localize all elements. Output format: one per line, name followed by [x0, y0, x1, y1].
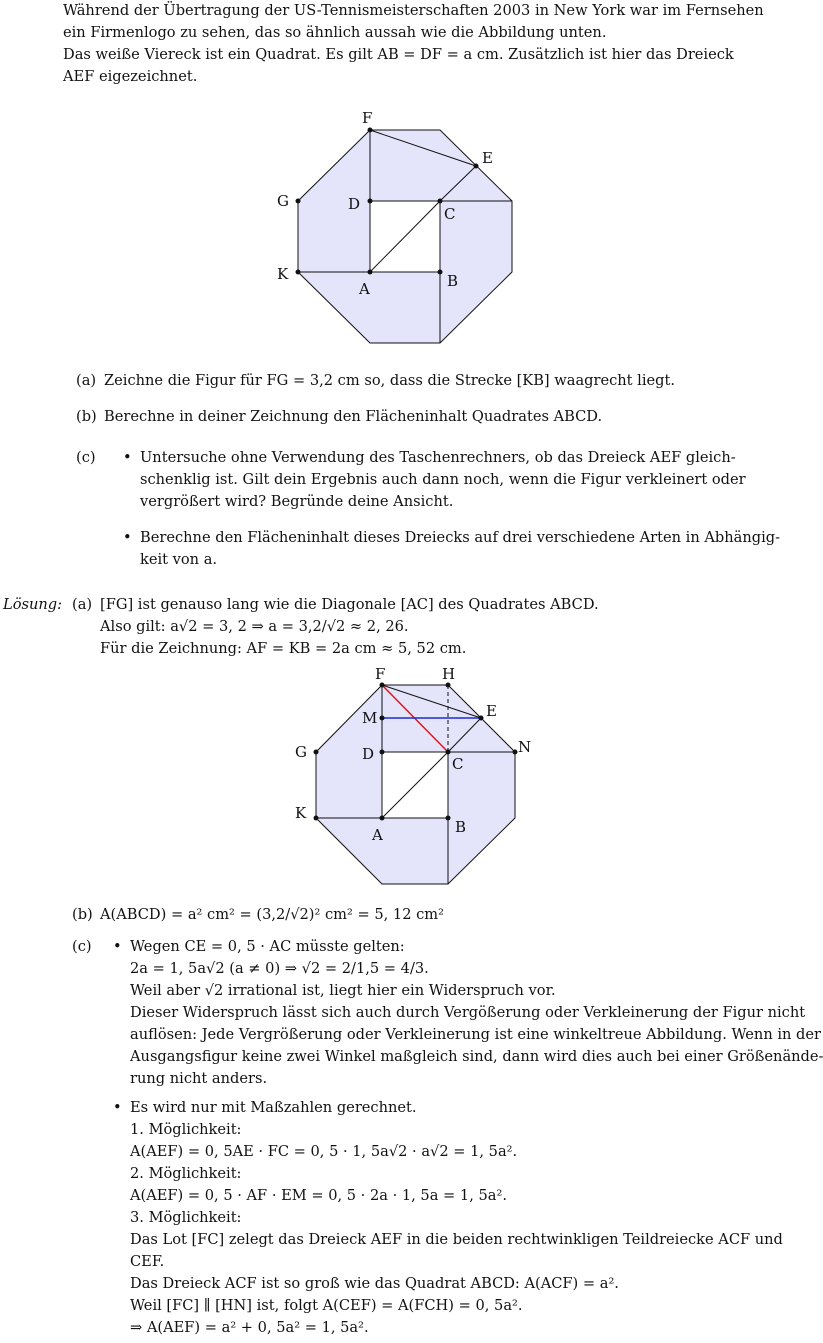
- task-c-bullet-1: • Untersuche ohne Verwendung des Taschenrechners, ob das Dreieck AEF gleich- schenklig ist. Gilt dein Ergebnis auch dann noch, wenn die Figur verkleinert oder vergrößert wird? Begründe deine Ansicht.: [140, 447, 733, 513]
- label-f: F: [362, 109, 373, 127]
- label-c: C: [444, 205, 456, 223]
- task-c-bullet-2: • Berechne den Flächeninhalt dieses Dreiecks auf drei verschiedene Arten in Abhängig- keit von a.: [140, 527, 733, 571]
- label-h-2: H: [442, 665, 456, 683]
- label-b-2: B: [455, 818, 467, 836]
- label-n-2: N: [518, 738, 532, 756]
- intro-paragraph: [63, 0, 764, 88]
- label-d: D: [348, 195, 361, 213]
- figure-2-octagon: [290, 662, 540, 892]
- task-b-text: Berechne in deiner Zeichnung den Flächeninhalt Quadrates ABCD.: [104, 408, 603, 425]
- label-d-2: D: [362, 745, 375, 763]
- intro-line-3: Das weiße Viereck ist ein Quadrat. Es gilt AB = DF = a cm. Zusätzlich ist hier das Dreieck: [63, 46, 734, 63]
- solution-a-text: [FG] ist genauso lang wie die Diagonale [AC] des Quadrates ABCD. Also gilt: a√2 = 3, 2 ⇒ a = 3,2/√2 ≈ 2, 26. Für die Zeichnung: AF = KB = 2a cm ≈ 5, 52 cm.: [100, 596, 599, 657]
- label-b: B: [447, 272, 459, 290]
- solution-b-label: (b): [72, 906, 93, 923]
- solution-c-bullet-2: • Es wird nur mit Maßzahlen gerechnet. 1. Möglichkeit: A(AEF) = 0, 5AE · FC = 0, 5 · 1, 5a√2 · a√2 = 1, 5a². 2. Möglichkeit: A(AEF) = 0, 5 · AF · EM = 0, 5 · 2a · 1, 5a = 1, 5a². 3. Möglichkeit: Das Lot [FC] zelegt das Dreieck AEF in die beiden rechtwinkligen Teildreiecke ACF und CEF. Das Dreieck ACF ist so groß wie das Quadrat ABCD: A(ACF) = a². Weil [FC] ∥ [HN] ist, folgt A(CEF) = A(FCH) = 0, 5a². ⇒ A(AEF) = a² + 0, 5a² = 1, 5a².: [130, 1097, 733, 1339]
- label-e: E: [482, 149, 493, 167]
- solution-a-label: (a): [72, 596, 93, 613]
- task-b-label: (b): [76, 408, 97, 425]
- label-k-2: K: [295, 804, 307, 822]
- intro-line-1: Während der Übertragung der US-Tennismeisterschaften 2003 in New York war im Fernsehen: [63, 2, 764, 19]
- task-a-text: Zeichne die Figur für FG = 3,2 cm so, dass die Strecke [KB] waagrecht liegt.: [104, 372, 675, 389]
- task-a-label: (a): [76, 372, 97, 389]
- label-e-2: E: [486, 702, 497, 720]
- task-c-label: (c): [76, 449, 96, 466]
- label-f-2: F: [375, 665, 386, 683]
- figure-1-octagon: [270, 100, 530, 350]
- label-a-2: A: [372, 826, 383, 844]
- label-g: G: [277, 192, 289, 210]
- label-g-2: G: [295, 743, 307, 761]
- label-m-2: M: [362, 709, 378, 727]
- label-k: K: [277, 265, 289, 283]
- solution-c-label: (c): [72, 938, 92, 955]
- intro-line-4: AEF eigezeichnet.: [63, 68, 198, 85]
- solution-label: Lösung:: [3, 596, 63, 613]
- solution-c-bullet-1: • Wegen CE = 0, 5 · AC müsste gelten: 2a = 1, 5a√2 (a ≠ 0) ⇒ √2 = 2/1,5 = 4/3. Weil aber √2 irrational ist, liegt hier ein Widerspruch vor. Dieser Widerspruch lässt sich auch durch Vergößerung oder Verkleinerung der Figur nicht auflösen: Jede Vergrößerung oder Verkleinerung ist eine winkeltreue Abbildung. Wenn in der Ausgangsfigur keine zwei Winkel maßgleich sind, dann wird dies auch bei einer Größenände- rung nicht anders.: [130, 936, 733, 1090]
- solution-b-text: A(ABCD) = a² cm² = (3,2/√2)² cm² = 5, 12 cm²: [100, 906, 444, 923]
- intro-line-2: ein Firmenlogo zu sehen, das so ähnlich aussah wie die Abbildung unten.: [63, 24, 607, 41]
- label-c-2: C: [452, 755, 464, 773]
- label-a: A: [359, 280, 370, 298]
